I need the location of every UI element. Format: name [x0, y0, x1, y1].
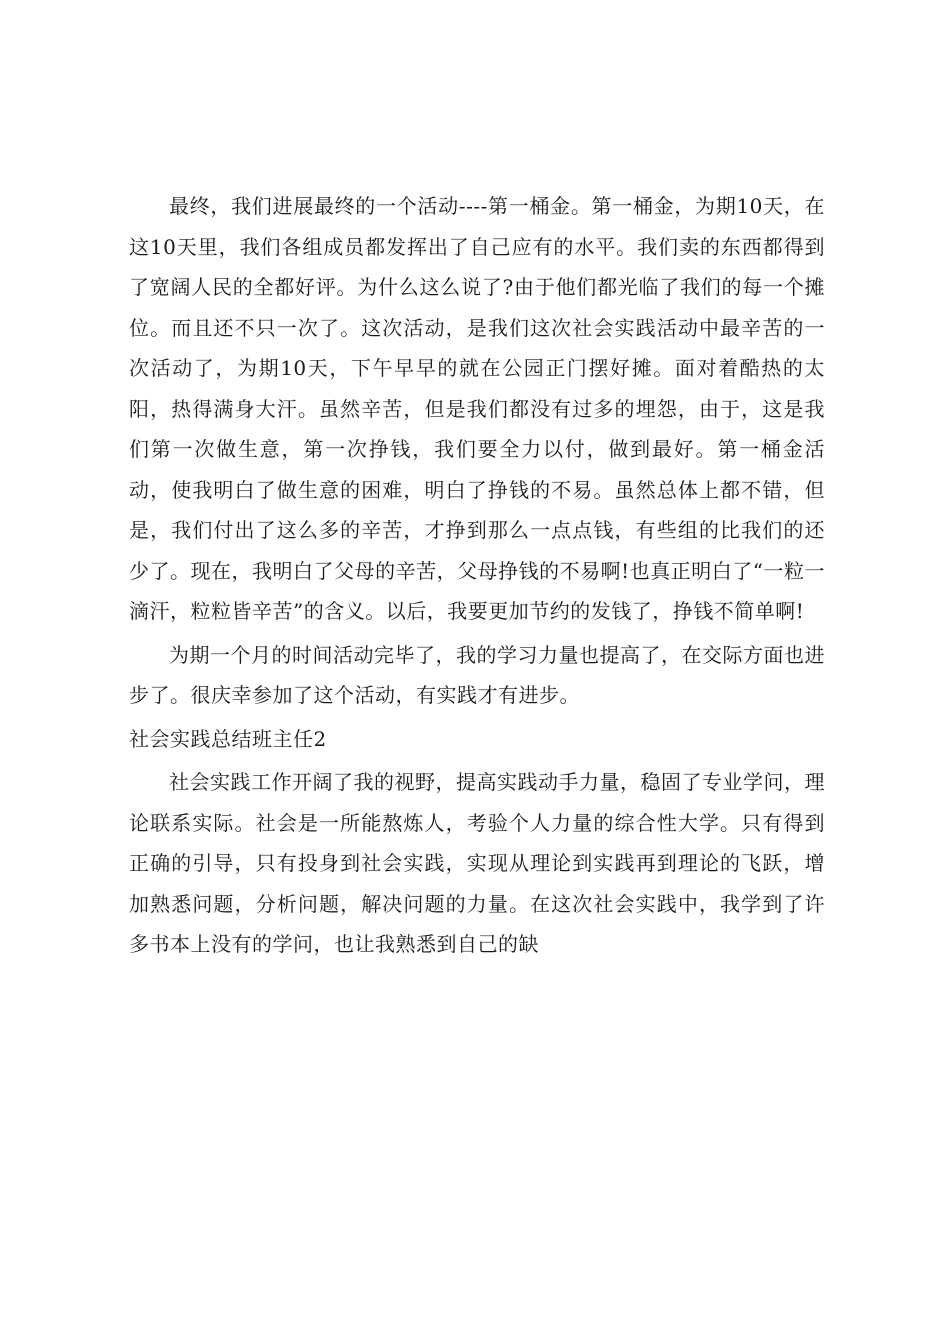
paragraph-social-practice: 社会实践工作开阔了我的视野，提高实践动手力量，稳固了专业学问，理论联系实际。社会是一所能熬炼人，考验个人力量的综合性大学。只有得到正确的引导，只有投身到社会实践，实现从理论到实践再到理论的飞跃，增加熟悉问题，分析问题，解决问题的力量。在这次社会实践中，我学到了许多书本上没有的学问，也让我熟悉到自己的缺	[129, 770, 825, 956]
document-page	[129, 186, 825, 965]
paragraph-first-bucket: 最终，我们进展最终的一个活动----第一桶金。第一桶金，为期10天，在这10天里，我们各组成员都发挥出了自己应有的水平。我们卖的东西都得到了宽阔人民的全都好评。为什么这么说了?由于他们都光临了我们的每一个摊位。而且还不只一次了。这次活动，是我们这次社会实践活动中最辛苦的一次活动了，为期10天，下午早早的就在公园正门摆好摊。面对着酷热的太阳，热得满身大汗。虽然辛苦，但是我们都没有过多的埋怨，由于，这是我们第一次做生意，第一次挣钱，我们要全力以付，做到最好。第一桶金活动，使我明白了做生意的困难，明白了挣钱的不易。虽然总体上都不错，但是，我们付出了这么多的辛苦，才挣到那么一点点钱，有些组的比我们的还少了。现在，我明白了父母的辛苦，父母挣钱的不易啊!也真正明白了“一粒一滴汗，粒粒皆辛苦”的含义。以后，我要更加节约的发钱了，挣钱不简单啊!	[129, 194, 825, 623]
paragraph-activity-summary: 为期一个月的时间活动完毕了，我的学习力量也提高了，在交际方面也进步了。很庆幸参加了这个活动，有实践才有进步。	[129, 642, 825, 707]
section-heading: 社会实践总结班主任2	[129, 726, 327, 751]
